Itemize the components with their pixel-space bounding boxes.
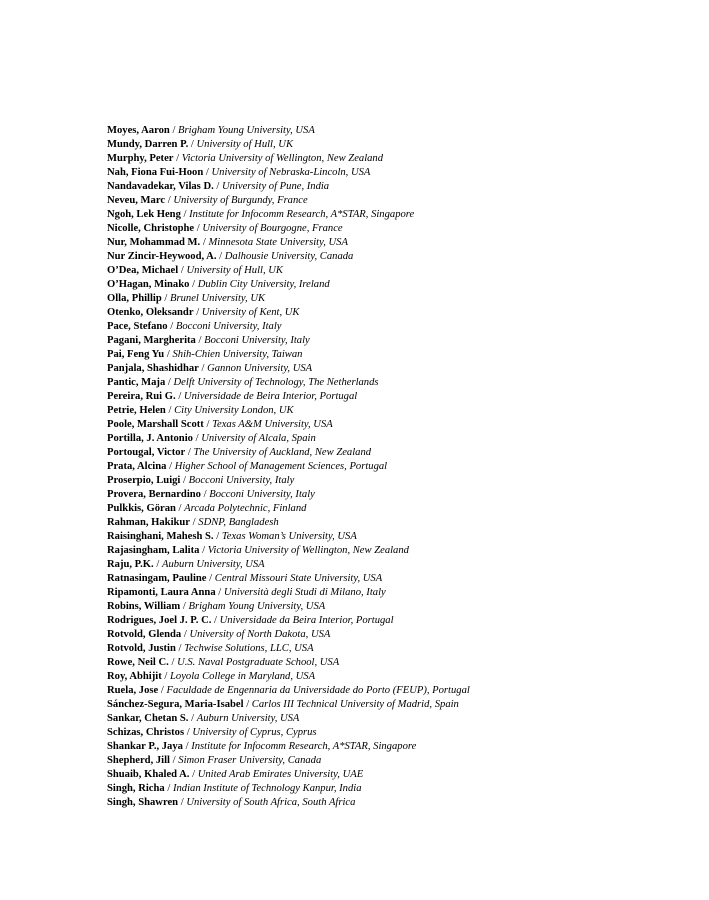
contributor-affiliation: Bocconi University, Italy: [175, 321, 282, 332]
contributor-name: Rotvold, Justin: [107, 643, 176, 654]
contributor-name: Neveu, Marc: [107, 195, 166, 206]
contributor-name: Sánchez-Segura, Maria-Isabel: [107, 699, 244, 710]
contributor-name: Nandavadekar, Vilas D.: [107, 181, 214, 192]
contributor-entry: [107, 138, 697, 152]
separator: /: [169, 461, 173, 472]
separator: /: [246, 699, 250, 710]
contributor-affiliation: University of Cyprus, Cyprus: [192, 727, 317, 738]
contributor-name: Singh, Shawren: [107, 797, 179, 808]
separator: /: [167, 783, 171, 794]
contributor-name: Petrie, Helen: [107, 405, 166, 416]
contributor-entry: [107, 320, 697, 334]
separator: /: [178, 643, 182, 654]
contributor-entry: [107, 768, 697, 782]
contributor-affiliation: Dalhousie University, Canada: [224, 251, 354, 262]
contributor-entry: [107, 124, 697, 138]
contributor-entry: [107, 348, 697, 362]
contributor-entry: [107, 222, 697, 236]
contributor-affiliation: Bocconi University, Italy: [209, 489, 315, 500]
contributor-entry: [107, 488, 697, 502]
contributor-name: Provera, Bernardino: [107, 489, 201, 500]
contributor-entry: [107, 754, 697, 768]
contributor-affiliation: Central Missouri State University, USA: [214, 573, 383, 584]
separator: /: [187, 447, 191, 458]
contributor-entry: [107, 404, 697, 418]
contributor-name: Portilla, J. Antonio: [107, 433, 193, 444]
contributor-affiliation: University of South Africa, South Africa: [186, 797, 356, 808]
contributor-name: Pace, Stefano: [107, 321, 168, 332]
contributor-affiliation: The University of Auckland, New Zealand: [193, 447, 372, 458]
separator: /: [176, 153, 180, 164]
contributor-name: Panjala, Shashidhar: [107, 363, 199, 374]
separator: /: [185, 741, 189, 752]
contributor-name: Ngoh, Lek Heng: [107, 209, 181, 220]
contributor-affiliation: Indian Institute of Technology Kanpur, India: [172, 783, 362, 794]
contributor-list: [107, 124, 697, 810]
contributor-name: Nur Zincir-Heywood, A.: [107, 251, 217, 262]
contributor-entry: [107, 586, 697, 600]
contributor-entry: [107, 558, 697, 572]
contributor-entry: [107, 250, 697, 264]
contributor-name: Ratnasingam, Pauline: [107, 573, 207, 584]
separator: /: [180, 797, 184, 808]
contributor-entry: [107, 334, 697, 348]
contributor-name: Poole, Marshall Scott: [107, 419, 204, 430]
contributor-name: Rotvold, Glenda: [107, 629, 182, 640]
contributor-name: Singh, Richa: [107, 783, 165, 794]
contributor-affiliation: Victoria University of Wellington, New Zealand: [207, 545, 409, 556]
separator: /: [209, 573, 213, 584]
contributor-name: Robins, William: [107, 601, 181, 612]
contributor-entry: [107, 726, 697, 740]
contributor-affiliation: University of North Dakota, USA: [189, 629, 331, 640]
separator: /: [170, 321, 174, 332]
contributor-affiliation: Auburn University, USA: [161, 559, 265, 570]
contributor-entry: [107, 530, 697, 544]
contributor-name: Ruela, Jose: [107, 685, 159, 696]
contributor-affiliation: Techwise Solutions, LLC, USA: [184, 643, 314, 654]
contributor-affiliation: Dublin City University, Ireland: [197, 279, 330, 290]
separator: /: [216, 181, 220, 192]
contributor-name: O’Dea, Michael: [107, 265, 179, 276]
contributor-entry: [107, 292, 697, 306]
contributor-entry: [107, 460, 697, 474]
contributor-entry: [107, 572, 697, 586]
contributor-entry: [107, 656, 697, 670]
separator: /: [168, 405, 172, 416]
separator: /: [196, 307, 200, 318]
contributor-affiliation: Victoria University of Wellington, New Zealand: [181, 153, 384, 164]
contributor-name: Schizas, Christos: [107, 727, 185, 738]
contributor-affiliation: Universidade da Beira Interior, Portugal: [219, 615, 394, 626]
contributor-entry: [107, 628, 697, 642]
contributor-name: Rajasingham, Lalita: [107, 545, 200, 556]
contributor-affiliation: Institute for Infocomm Research, A*STAR, Singapore: [191, 741, 417, 752]
contributor-affiliation: SDNP, Bangladesh: [198, 517, 279, 528]
separator: /: [186, 727, 190, 738]
separator: /: [183, 475, 186, 486]
separator: /: [203, 489, 207, 500]
separator: /: [201, 363, 205, 374]
separator: /: [202, 237, 206, 248]
contributor-affiliation: Bocconi University, Italy: [204, 335, 310, 346]
separator: /: [190, 139, 194, 150]
contributor-affiliation: Higher School of Management Sciences, Portugal: [174, 461, 388, 472]
contributor-name: Shuaib, Khaled A.: [107, 769, 190, 780]
contributor-entry: [107, 642, 697, 656]
separator: /: [180, 265, 184, 276]
contributor-affiliation: Simon Fraser University, Canada: [178, 755, 322, 766]
separator: /: [172, 755, 176, 766]
separator: /: [167, 377, 171, 388]
contributor-entry: [107, 502, 697, 516]
contributor-name: Mundy, Darren P.: [107, 139, 189, 150]
contributor-entry: [107, 166, 697, 180]
contributor-entry: [107, 432, 697, 446]
contributor-affiliation: Università degli Studi di Milano, Italy: [223, 587, 386, 598]
contributor-name: Pantic, Maja: [107, 377, 166, 388]
contributor-affiliation: Universidade de Beira Interior, Portugal: [183, 391, 358, 402]
contributor-affiliation: U.S. Naval Postgraduate School, USA: [177, 657, 340, 668]
contributor-name: Portougal, Victor: [107, 447, 186, 458]
contributor-affiliation: Faculdade de Engennaria da Universidade do Porto (FEUP), Portugal: [166, 685, 470, 696]
separator: /: [164, 671, 168, 682]
contributor-entry: [107, 264, 697, 278]
contributor-affiliation: Institute for Infocomm Research, A*STAR, Singapore: [189, 209, 415, 220]
contributor-affiliation: Bocconi University, Italy: [188, 475, 295, 486]
contributor-name: Rodrigues, Joel J. P. C.: [107, 615, 212, 626]
separator: /: [192, 517, 196, 528]
separator: /: [192, 279, 196, 290]
contributor-name: Pai, Feng Yu: [107, 349, 165, 360]
contributor-entry: [107, 278, 697, 292]
contributor-affiliation: University of Nebraska-Lincoln, USA: [211, 167, 371, 178]
separator: /: [219, 251, 223, 262]
contributor-affiliation: Brigham Young University, USA: [188, 601, 326, 612]
contributor-affiliation: Brigham Young University, USA: [178, 125, 315, 136]
contributor-affiliation: University of Kent, UK: [201, 307, 300, 318]
separator: /: [178, 503, 182, 514]
contributor-affiliation: City University London, UK: [174, 405, 294, 416]
contributor-name: Rowe, Neil C.: [107, 657, 169, 668]
separator: /: [171, 657, 175, 668]
contributor-entry: [107, 390, 697, 404]
contributor-affiliation: Brunel University, UK: [170, 293, 266, 304]
contributor-name: Moyes, Aaron: [107, 125, 170, 136]
contributor-entry: [107, 600, 697, 614]
contributor-name: Shankar P., Jaya: [107, 741, 183, 752]
contributor-name: Raisinghani, Mahesh S.: [107, 531, 214, 542]
separator: /: [206, 419, 210, 430]
contributor-affiliation: University of Hull, UK: [186, 265, 283, 276]
contributor-entry: [107, 712, 697, 726]
contributor-affiliation: University of Bourgogne, France: [202, 223, 343, 234]
contributor-name: Murphy, Peter: [107, 153, 174, 164]
contributor-name: Pulkkis, Göran: [107, 503, 176, 514]
separator: /: [214, 615, 217, 626]
separator: /: [167, 195, 171, 206]
contributor-name: Prata, Alcina: [107, 461, 167, 472]
separator: /: [164, 293, 168, 304]
contributor-name: Sankar, Chetan S.: [107, 713, 189, 724]
contributor-name: Otenko, Oleksandr: [107, 307, 194, 318]
contributor-affiliation: Arcada Polytechnic, Finland: [184, 503, 307, 514]
contributor-entry: [107, 516, 697, 530]
contributor-entry: [107, 194, 697, 208]
contributor-entry: [107, 684, 697, 698]
separator: /: [178, 391, 182, 402]
separator: /: [160, 685, 164, 696]
separator: /: [191, 713, 195, 724]
contributor-affiliation: Texas A&M University, USA: [212, 419, 333, 430]
contributor-entry: [107, 544, 697, 558]
contributor-name: Raju, P.K.: [107, 559, 154, 570]
separator: /: [218, 587, 222, 598]
contributor-entry: [107, 418, 697, 432]
contributor-entry: [107, 180, 697, 194]
contributor-entry: [107, 698, 697, 712]
separator: /: [183, 209, 187, 220]
contributor-affiliation: Delft University of Technology, The Netherlands: [173, 377, 379, 388]
contributor-affiliation: University of Pune, India: [222, 181, 330, 192]
contributor-entry: [107, 306, 697, 320]
contributor-entry: [107, 474, 697, 488]
contributor-affiliation: Carlos III Technical University of Madrid, Spain: [251, 699, 459, 710]
contributor-name: Rahman, Hakikur: [107, 517, 191, 528]
contributor-affiliation: Loyola College in Maryland, USA: [170, 671, 316, 682]
contributor-entry: [107, 670, 697, 684]
separator: /: [196, 223, 200, 234]
contributor-name: Pereira, Rui G.: [107, 391, 176, 402]
separator: /: [182, 601, 186, 612]
contributor-name: Nah, Fiona Fui-Hoon: [107, 167, 204, 178]
separator: /: [216, 531, 220, 542]
separator: /: [205, 167, 209, 178]
separator: /: [195, 433, 199, 444]
contributor-affiliation: Gannon University, USA: [207, 363, 313, 374]
contributor-name: Olla, Phillip: [107, 293, 162, 304]
contributor-name: Nicolle, Christophe: [107, 223, 195, 234]
contributor-entry: [107, 208, 697, 222]
separator: /: [172, 125, 176, 136]
separator: /: [198, 335, 202, 346]
contributor-affiliation: Shih-Chien University, Taiwan: [172, 349, 303, 360]
contributor-name: Pagani, Margherita: [107, 335, 196, 346]
separator: /: [183, 629, 187, 640]
contributor-entry: [107, 782, 697, 796]
contributor-affiliation: University of Hull, UK: [196, 139, 294, 150]
contributor-entry: [107, 152, 697, 166]
contributor-name: Shepherd, Jill: [107, 755, 170, 766]
contributor-affiliation: Minnesota State University, USA: [208, 237, 348, 248]
contributor-affiliation: University of Burgundy, France: [173, 195, 308, 206]
contributor-name: Proserpio, Luigi: [107, 475, 181, 486]
separator: /: [166, 349, 170, 360]
contributor-entry: [107, 796, 697, 810]
separator: /: [202, 545, 206, 556]
contributor-affiliation: Auburn University, USA: [196, 713, 300, 724]
contributor-entry: [107, 614, 697, 628]
contributor-entry: [107, 446, 697, 460]
separator: /: [156, 559, 160, 570]
contributor-entry: [107, 236, 697, 250]
contributor-entry: [107, 740, 697, 754]
contributor-name: Nur, Mohammad M.: [107, 237, 201, 248]
contributor-name: Roy, Abhijit: [107, 671, 162, 682]
contributor-affiliation: Texas Woman’s University, USA: [221, 531, 357, 542]
contributor-entry: [107, 376, 697, 390]
contributor-affiliation: University of Alcala, Spain: [201, 433, 316, 444]
contributor-entry: [107, 362, 697, 376]
separator: /: [192, 769, 196, 780]
contributor-name: Ripamonti, Laura Anna: [107, 587, 216, 598]
contributor-affiliation: United Arab Emirates University, UAE: [197, 769, 364, 780]
contributor-name: O’Hagan, Minako: [107, 279, 190, 290]
